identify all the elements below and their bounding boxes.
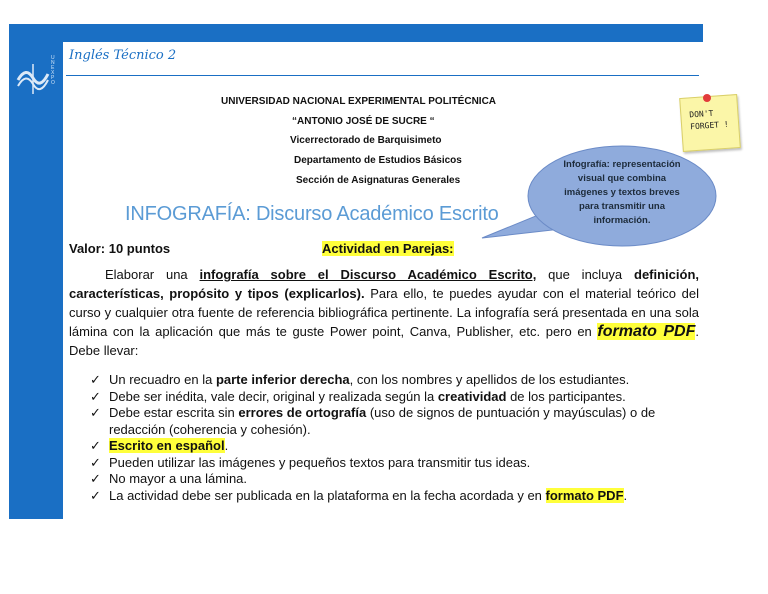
item-text: No mayor a una lámina. — [109, 471, 248, 486]
item-bold: creatividad — [437, 388, 507, 404]
item-bold-highlight: Escrito en español — [109, 438, 225, 453]
list-item — [90, 471, 700, 488]
checkmark-icon: ✓ — [90, 454, 101, 470]
para-bold-topic: infografía sobre el Discurso Académico Escrito, — [199, 267, 537, 282]
unexpo-logo-icon — [16, 60, 50, 98]
list-item — [90, 389, 700, 406]
item-text: . — [623, 487, 628, 503]
list-item — [90, 455, 700, 472]
item-text: Debe estar escrita sin — [109, 405, 239, 420]
item-text: , con los nombres y apellidos de los estudiantes. — [349, 372, 630, 387]
item-text: Pueden utilizar las imágenes y pequeños textos para transmitir tus ideas. — [109, 454, 531, 470]
checkmark-icon: ✓ — [90, 487, 101, 503]
institution-line-5: Sección de Asignaturas Generales — [296, 175, 461, 186]
list-item — [90, 405, 700, 438]
institution-line-1: UNIVERSIDAD NACIONAL EXPERIMENTAL POLITÉCNICA — [221, 96, 497, 107]
top-blue-bar — [63, 24, 703, 42]
institution-line-4: Departamento de Estudios Básicos — [294, 155, 462, 166]
item-text: (uso de signos de puntuación y mayúsculas) o de redacción (coherencia y cohesión). — [109, 405, 656, 437]
item-text: Un recuadro en la — [109, 372, 216, 387]
activity-type: Actividad en Parejas: — [322, 241, 454, 256]
list-item — [90, 438, 700, 455]
item-text: . — [224, 438, 229, 453]
logo-vertical-text: UNEXPO — [51, 55, 55, 86]
para-format-pdf: formato PDF — [597, 323, 696, 340]
left-blue-band — [9, 24, 63, 519]
para-text-2: que incluya — [536, 267, 634, 282]
checkmark-icon: ✓ — [90, 388, 101, 404]
institution-line-2: “ANTONIO JOSÉ DE SUCRE “ — [292, 116, 435, 127]
item-text: Debe ser inédita, vale decir, original y realizada según la — [109, 388, 438, 404]
valor-points: Valor: 10 puntos — [69, 241, 171, 256]
item-text: La actividad debe ser publicada en la plataforma en la fecha acordada y en — [109, 487, 546, 503]
checkmark-icon: ✓ — [90, 405, 101, 420]
item-text: de los participantes. — [506, 388, 626, 404]
para-text-3: Para ello, te puedes ayudar con el material teórico del curso y cualquier otra fuente de referencia bibliográfica pertinente. La infografía será presentada en una sola lámina con la aplicación que más te guste Power point, Canva, Publisher, etc. pero en — [69, 286, 699, 339]
list-item — [90, 488, 700, 505]
institution-line-3: Vicerrectorado de Barquisimeto — [290, 135, 442, 146]
para-bold-contents: definición, características, propósito y tipos (explicarlos). — [69, 267, 699, 301]
sticky-note-line-1: DON'T — [689, 108, 714, 120]
list-item — [90, 372, 700, 389]
checkmark-icon: ✓ — [90, 372, 101, 387]
para-text-4: . Debe llevar: — [69, 324, 699, 358]
checkmark-icon: ✓ — [90, 438, 101, 453]
requirements-list — [90, 372, 700, 504]
pushpin-icon — [703, 94, 711, 102]
course-title: Inglés Técnico 2 — [69, 48, 177, 63]
sticky-note-line-2: FORGET ! — [689, 119, 729, 132]
bubble-definition: Infografía: representación visual que combina imágenes y textos breves para transmitir una información. — [563, 159, 681, 226]
para-text-1: Elaborar una — [105, 267, 200, 282]
document-title: INFOGRAFÍA: Discurso Académico Escrito — [125, 203, 499, 225]
instructions-paragraph — [69, 265, 699, 360]
checkmark-icon: ✓ — [90, 471, 101, 486]
header-divider — [66, 75, 699, 76]
item-bold: parte inferior derecha — [215, 372, 350, 387]
item-bold-highlight: formato PDF — [545, 487, 624, 503]
item-bold: errores de ortografía — [238, 405, 367, 420]
